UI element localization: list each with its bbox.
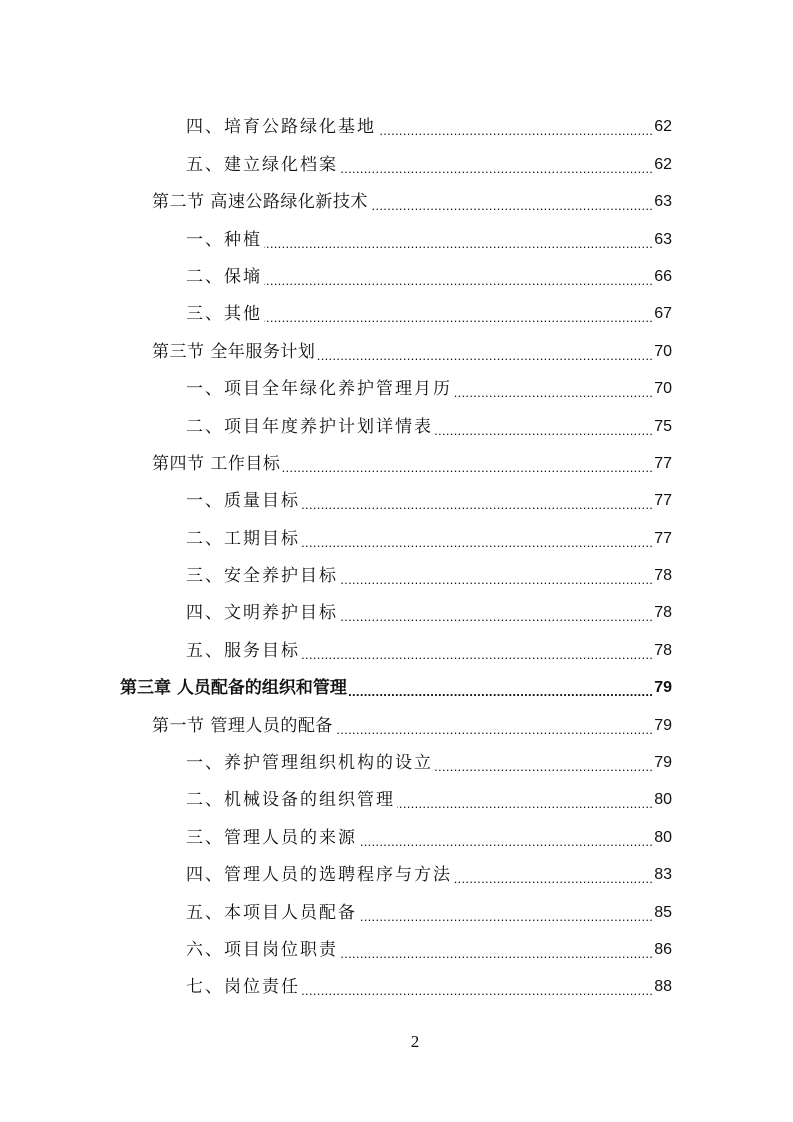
toc-entry-page: 79: [654, 679, 672, 697]
toc-chapter-entry[interactable]: [0, 662, 793, 699]
toc-entry-label: 第三章 人员配备的组织和管理: [120, 678, 347, 699]
toc-entry-label: 四、培育公路绿化基地: [186, 117, 376, 138]
toc-subsection-entry[interactable]: [0, 550, 793, 587]
toc-entry-label: 四、管理人员的选聘程序与方法: [186, 865, 452, 886]
toc-subsection-entry[interactable]: [0, 587, 793, 624]
toc-entry-label: 一、项目全年绿化养护管理月历: [186, 379, 452, 400]
toc-entry-page: 77: [654, 529, 672, 547]
toc-entry-label: 二、工期目标: [186, 528, 300, 549]
toc-entry-page: 78: [654, 567, 672, 585]
toc-entry-page: 62: [654, 155, 672, 173]
toc-subsection-entry[interactable]: [0, 400, 793, 437]
toc-entry-page: 63: [654, 230, 672, 248]
toc-subsection-entry[interactable]: [0, 251, 793, 288]
toc-entry-label: 三、安全养护目标: [186, 566, 338, 587]
toc-section-entry[interactable]: [0, 699, 793, 736]
dot-leader: [359, 906, 653, 924]
dot-leader: [340, 158, 653, 176]
dot-leader: [397, 793, 653, 811]
toc-subsection-entry[interactable]: [0, 101, 793, 138]
toc-entry-label: 一、质量目标: [186, 491, 300, 512]
toc-entry-page: 70: [654, 380, 672, 398]
toc-section-entry[interactable]: [0, 438, 793, 475]
dot-leader: [302, 980, 653, 998]
toc-entry-label: 六、项目岗位职责: [186, 939, 338, 960]
toc-subsection-entry[interactable]: [0, 475, 793, 512]
toc-subsection-entry[interactable]: [0, 924, 793, 961]
dot-leader: [435, 756, 653, 774]
dot-leader: [264, 307, 653, 325]
dot-leader: [282, 457, 653, 475]
dot-leader: [370, 195, 653, 213]
toc-subsection-entry[interactable]: [0, 624, 793, 661]
toc-subsection-entry[interactable]: [0, 811, 793, 848]
dot-leader: [378, 120, 653, 138]
toc-entry-page: 66: [654, 267, 672, 285]
toc-entry-label: 二、机械设备的组织管理: [186, 790, 395, 811]
dot-leader: [340, 606, 653, 624]
dot-leader: [454, 868, 653, 886]
toc-subsection-entry[interactable]: [0, 774, 793, 811]
toc-entry-page: 63: [654, 193, 672, 211]
toc-subsection-entry[interactable]: [0, 213, 793, 250]
dot-leader: [317, 345, 653, 363]
toc-section-entry[interactable]: [0, 325, 793, 362]
toc-entry-label: 第四节 工作目标: [152, 453, 281, 474]
toc-entry-page: 79: [654, 716, 672, 734]
dot-leader: [340, 943, 653, 961]
toc-entry-label: 第二节 高速公路绿化新技术: [152, 192, 368, 213]
toc-subsection-entry[interactable]: [0, 363, 793, 400]
dot-leader: [302, 532, 653, 550]
toc-entry-page: 78: [654, 604, 672, 622]
toc-entry-page: 70: [654, 342, 672, 360]
page-number: 2: [410, 1032, 420, 1051]
toc-entry-page: 75: [654, 417, 672, 435]
dot-leader: [359, 831, 653, 849]
dot-leader: [302, 644, 653, 662]
toc-entry-page: 77: [654, 454, 672, 472]
toc-section-entry[interactable]: [0, 176, 793, 213]
toc-entry-page: 88: [654, 978, 672, 996]
toc-entry-page: 80: [654, 791, 672, 809]
toc-subsection-entry[interactable]: [0, 886, 793, 923]
toc-entry-label: 四、文明养护目标: [186, 603, 338, 624]
dot-leader: [264, 233, 653, 251]
dot-leader: [335, 719, 653, 737]
toc-entry-label: 第三节 全年服务计划: [152, 341, 316, 362]
toc-entry-label: 一、养护管理组织机构的设立: [186, 753, 433, 774]
toc-entry-label: 三、管理人员的来源: [186, 827, 357, 848]
toc-entry-label: 五、本项目人员配备: [186, 902, 357, 923]
dot-leader: [340, 569, 653, 587]
toc-entry-page: 67: [654, 305, 672, 323]
toc-entry-page: 62: [654, 118, 672, 136]
toc-entry-label: 一、种植: [186, 229, 262, 250]
toc-entry-page: 80: [654, 828, 672, 846]
toc-entry-label: 二、项目年度养护计划详情表: [186, 416, 433, 437]
toc-entry-label: 五、建立绿化档案: [186, 154, 338, 175]
toc-entry-page: 86: [654, 940, 672, 958]
toc-subsection-entry[interactable]: [0, 961, 793, 998]
toc-entry-page: 77: [654, 492, 672, 510]
toc-subsection-entry[interactable]: [0, 512, 793, 549]
dot-leader: [302, 494, 653, 512]
dot-leader: [454, 382, 653, 400]
dot-leader: [264, 270, 653, 288]
toc-entry-label: 三、其他: [186, 304, 262, 325]
toc-subsection-entry[interactable]: [0, 138, 793, 175]
toc-entry-page: 85: [654, 903, 672, 921]
toc-entry-label: 五、服务目标: [186, 640, 300, 661]
toc-entry-label: 第一节 管理人员的配备: [152, 715, 333, 736]
dot-leader: [349, 681, 653, 699]
toc-entry-label: 七、岗位责任: [186, 977, 300, 998]
toc-subsection-entry[interactable]: [0, 737, 793, 774]
toc-entry-page: 78: [654, 641, 672, 659]
toc-entry-label: 二、保墒: [186, 266, 262, 287]
toc-entry-page: 83: [654, 866, 672, 884]
table-of-contents: [0, 101, 793, 998]
toc-subsection-entry[interactable]: [0, 849, 793, 886]
toc-entry-page: 79: [654, 754, 672, 772]
dot-leader: [435, 420, 653, 438]
toc-subsection-entry[interactable]: [0, 288, 793, 325]
